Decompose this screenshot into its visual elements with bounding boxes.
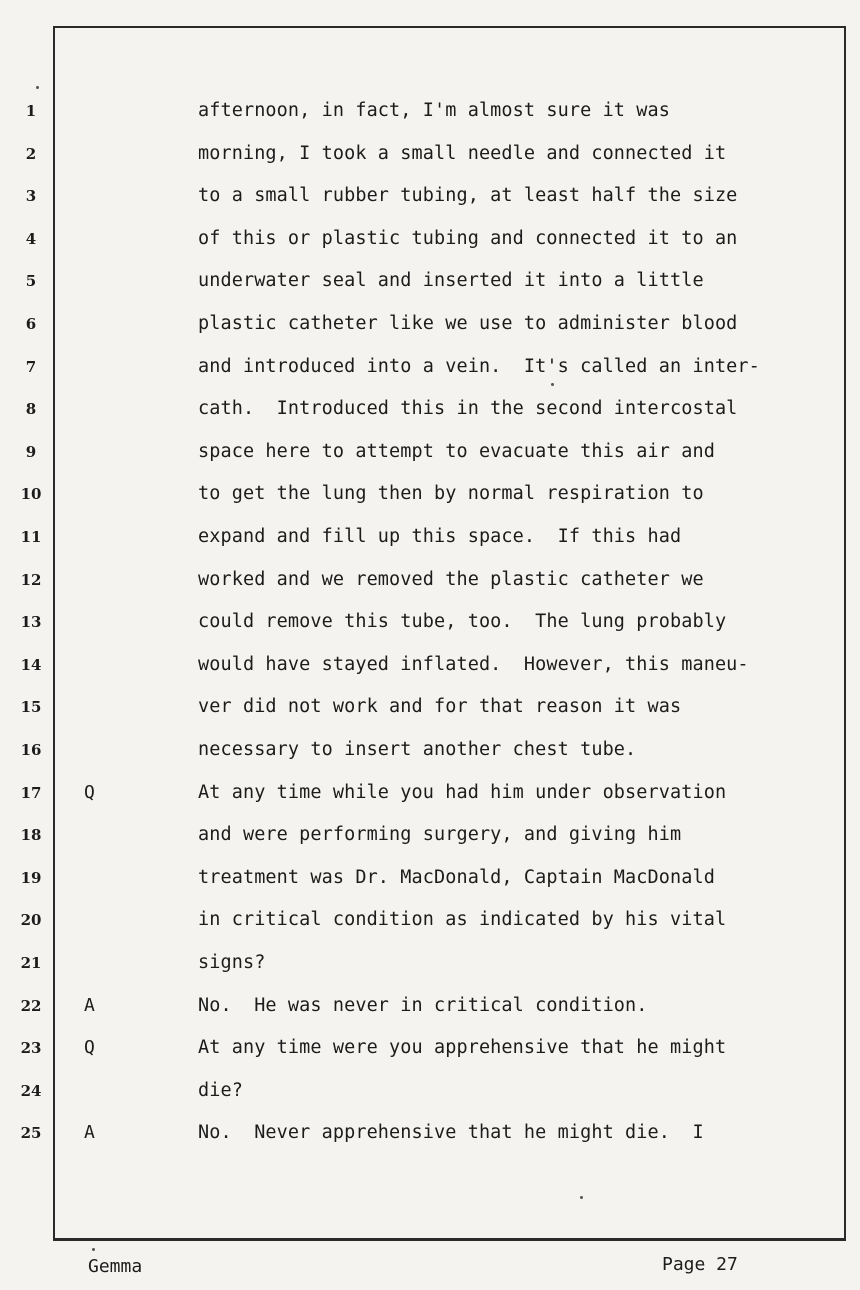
transcript-line: [0, 607, 860, 637]
transcript-line: [0, 778, 860, 808]
line-number: 18: [20, 826, 42, 845]
line-text: could remove this tube, too. The lung probably: [198, 611, 727, 633]
transcript-line: [0, 565, 860, 595]
line-text: to a small rubber tubing, at least half the size: [198, 185, 738, 207]
line-text: and introduced into a vein. It's called an inter-: [198, 355, 760, 377]
line-text: underwater seal and inserted it into a little: [198, 270, 704, 292]
line-number: 19: [20, 868, 42, 887]
page-border-bottom: [53, 1238, 846, 1241]
line-text: die?: [198, 1079, 243, 1101]
line-text: cath. Introduced this in the second intercostal: [198, 398, 738, 420]
line-text: At any time were you apprehensive that he might: [198, 1037, 727, 1059]
line-number: 24: [20, 1081, 42, 1100]
transcript-line: [0, 1076, 860, 1106]
line-number: 2: [25, 144, 37, 163]
transcript-line: [0, 224, 860, 254]
speaker-label: A: [84, 1122, 95, 1144]
transcript-line: [0, 692, 860, 722]
scan-speck: [580, 1196, 583, 1199]
line-number: 14: [20, 655, 42, 674]
line-number: 1: [25, 102, 37, 120]
speaker-label: A: [84, 994, 95, 1016]
line-number: 4: [25, 229, 37, 248]
line-number: 23: [20, 1039, 42, 1058]
line-text: necessary to insert another chest tube.: [198, 739, 637, 760]
line-number: 9: [25, 442, 37, 461]
line-text: signs?: [198, 952, 266, 973]
transcript-line: [0, 309, 860, 339]
line-number: 8: [25, 400, 37, 419]
line-text: worked and we removed the plastic catheter we: [198, 568, 704, 590]
speaker-label: Q: [84, 1037, 95, 1059]
line-text: ver did not work and for that reason it was: [198, 696, 682, 718]
line-text: in critical condition as indicated by his vital: [198, 909, 727, 931]
line-number: 21: [20, 954, 42, 972]
line-number: 11: [20, 528, 42, 546]
transcript-line: [0, 650, 860, 680]
line-text: plastic catheter like we use to administer blood: [198, 313, 738, 334]
page-number: Page 27: [662, 1254, 738, 1275]
line-text: space here to attempt to evacuate this air and: [198, 440, 715, 462]
transcript-line: [0, 352, 860, 382]
transcript-line: [0, 522, 860, 552]
transcript-line: [0, 96, 860, 126]
transcript-line: [0, 437, 860, 467]
transcript-line: [0, 266, 860, 296]
transcript-line: [0, 181, 860, 211]
line-text: expand and fill up this space. If this had: [198, 526, 682, 547]
line-text: of this or plastic tubing and connected it to an: [198, 227, 738, 249]
transcript-line: [0, 479, 860, 509]
line-text: and were performing surgery, and giving him: [198, 824, 682, 846]
line-text: At any time while you had him under observation: [198, 781, 727, 803]
line-number: 22: [20, 996, 42, 1015]
transcript-line: [0, 905, 860, 935]
transcript-line: [0, 991, 860, 1021]
line-number: 5: [25, 272, 37, 291]
scan-speck: [36, 86, 39, 89]
line-text: afternoon, in fact, I'm almost sure it was: [198, 100, 670, 121]
line-text: No. He was never in critical condition.: [198, 994, 648, 1016]
line-number: 6: [25, 315, 37, 333]
line-text: morning, I took a small needle and connected it: [198, 142, 727, 164]
transcript-line: [0, 1118, 860, 1148]
line-text: would have stayed inflated. However, this maneu-: [198, 653, 749, 675]
line-number: 7: [25, 357, 37, 376]
line-number: 20: [20, 911, 42, 930]
transcript-line: [0, 139, 860, 169]
line-text: to get the lung then by normal respiration to: [198, 483, 704, 505]
line-number: 17: [20, 783, 42, 802]
speaker-label: Q: [84, 781, 95, 803]
transcript-line: [0, 1033, 860, 1063]
line-number: 3: [25, 187, 37, 206]
scan-speck: [551, 383, 554, 386]
page-border-top: [55, 26, 845, 28]
scan-speck: [92, 1248, 95, 1251]
line-number: 10: [20, 485, 42, 504]
transcript-line: [0, 735, 860, 765]
line-number: 13: [20, 613, 42, 632]
line-number: 15: [20, 698, 42, 717]
line-number: 16: [20, 741, 42, 759]
transcript-line: [0, 948, 860, 978]
line-number: 25: [20, 1124, 42, 1143]
transcript-line: [0, 863, 860, 893]
transcript-line: [0, 820, 860, 850]
transcript-line: [0, 394, 860, 424]
line-text: No. Never apprehensive that he might die. I: [198, 1122, 704, 1144]
reporter-name: Gemma: [88, 1256, 143, 1277]
line-text: treatment was Dr. MacDonald, Captain MacDonald: [198, 866, 715, 888]
line-number: 12: [20, 570, 42, 589]
